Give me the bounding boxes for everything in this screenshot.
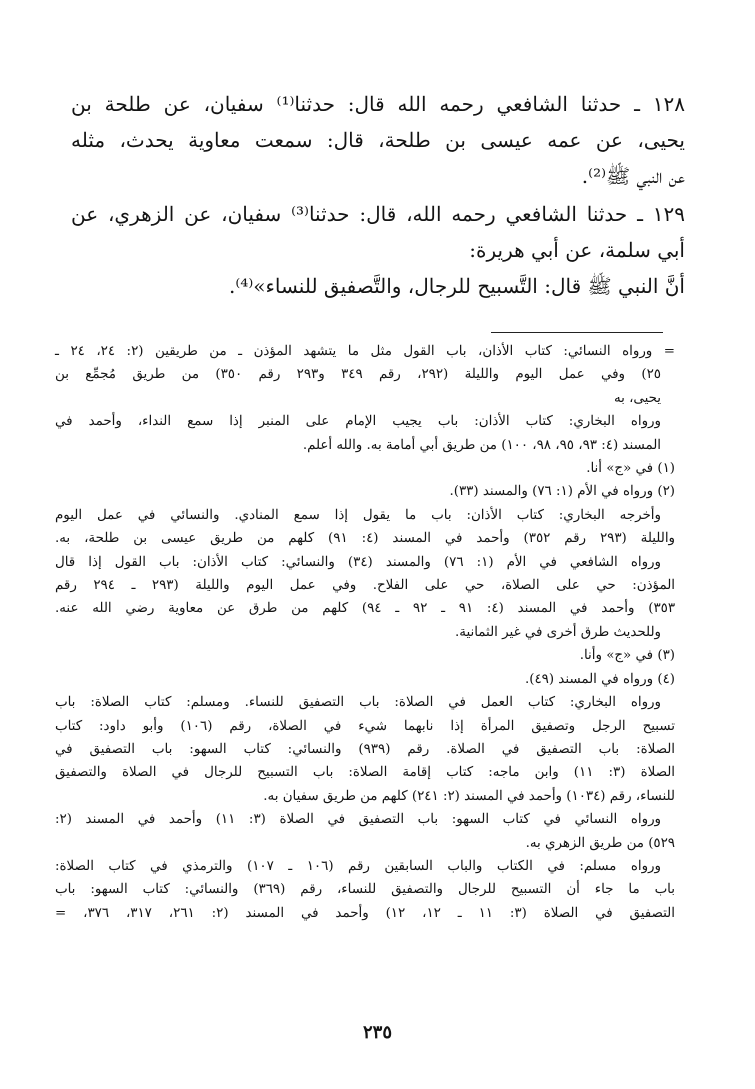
footnote-line: للنساء، رقم (١٠٣٤) وأحمد في المسند (٢: ٢٤١) كلهم من طريق سفيان به.	[263, 788, 675, 804]
footnote-line: باب ما جاء أن التسبيح للرجال والتصفيق للنساء، رقم (٣٦٩) والنسائي: كتاب السهو: باب	[55, 882, 675, 898]
footnote-line: (٣) في «ج» وأنا.	[579, 648, 675, 664]
footnote-line: (١) في «ج» أنا.	[586, 461, 675, 477]
footnote-line: = ورواه النسائي: كتاب الأذان، باب القول مثل ما يتشهد المؤذن ـ من طريقين (٢: ٢٤، ٢٤ ـ	[55, 344, 675, 359]
page-number: ٢٣٥	[362, 1022, 392, 1043]
footnote-line: ٣٥٣) وأحمد في المسند (٤: ٩١ ـ ٩٢ ـ ٩٤) كلهم من طرق عن معاوية رضي الله عنه.	[55, 601, 676, 617]
footnote-line: ورواه البخاري: كتاب العمل في الصلاة: باب التصفيق للنساء. ومسلم: كتاب الصلاة: باب	[55, 695, 661, 711]
footnote-line: تسبيح الرجل وتصفيق المرأة إذا نابهما شيء في الصلاة، رقم (١٠٦) وأبو داود: كتاب	[55, 718, 675, 734]
hadith-129-line-3: أنَّ النبي ﷺ قال: التَّسبيح للرجال، والتَّصفيق للنساء»⁽⁴⁾.	[229, 274, 685, 298]
footnote-line: ٥٢٩) من طريق الزهري به.	[525, 835, 675, 851]
footnote-line: ورواه النسائي في كتاب السهو: باب التصفيق في الصلاة (٣: ١١) وأحمد في المسند (٢:	[55, 812, 661, 828]
footnote-line: المسند (٤: ٩٣، ٩٥، ٩٨، ١٠٠) من طريق أبي أمامة به. والله أعلم.	[302, 437, 661, 453]
footnote-line: التصفيق في الصلاة (٣: ١١ ـ ١٢، ١٢) وأحمد في المسند (٢: ٢٦١، ٣١٧، ٣٧٦، =	[55, 905, 675, 921]
hadith-128	[71, 86, 685, 194]
footnote-line: ورواه الشافعي في الأم (١: ٧٦) والمسند (٣٤) والنسائي: كتاب الأذان: باب القول إذا قال	[55, 554, 661, 570]
footnote-line: (٤) ورواه في المسند (٤٩).	[524, 671, 675, 687]
footnote-separator	[491, 332, 663, 333]
hadith-129	[71, 196, 685, 304]
footnote-line: ٢٥) وفي عمل اليوم والليلة (٢٩٢، رقم ٣٤٩ و٢٩٣ رقم ٣٥٠) من طريق مُجمِّع بن	[55, 367, 661, 383]
hadith-128-line-2: يحيى، عن عمه عيسى بن طلحة، قال: سمعت معاوية يحدث، مثله	[71, 128, 685, 152]
hadith-128-line-3: عن النبي ﷺ⁽²⁾.	[581, 164, 685, 188]
hadith-129-line-1: ١٢٩ ـ حدثنا الشافعي رحمه الله، قال: حدثنا⁽³⁾ سفيان، عن الزهري، عن	[71, 202, 686, 226]
footnote-line: وأخرجه البخاري: كتاب الأذان: باب ما يقول إذا سمع المنادي. والنسائي في عمل اليوم	[55, 507, 661, 523]
footnote-line: والليلة (٢٩٣ رقم ٣٥٢) وأحمد في المسند (٤: ٩١) كلهم من طريق عيسى بن طلحة، به.	[55, 531, 676, 547]
hadith-129-line-2: أبي سلمة، عن أبي هريرة:	[469, 238, 685, 262]
hadith-128-line-1: ١٢٨ ـ حدثنا الشافعي رحمه الله قال: حدثنا⁽¹⁾ سفيان، عن طلحة بن	[71, 92, 686, 116]
footnotes	[55, 340, 675, 925]
footnote-line: الصلاة (٣: ١١) وابن ماجه: كتاب إقامة الصلاة: باب التسبيح للرجال في الصلاة والتصفيق	[55, 765, 675, 781]
footnote-line: يحيى، به	[613, 390, 661, 406]
footnote-line: الصلاة: باب التصفيق في الصلاة. رقم (٩٣٩) والنسائي: كتاب السهو: باب التصفيق في	[55, 741, 675, 757]
footnote-line: المؤذن: حي على الصلاة، حي على الفلاح. وفي عمل اليوم والليلة (٢٩٣ ـ ٢٩٤ رقم	[55, 578, 675, 594]
footnote-line: ورواه مسلم: في الكتاب والباب السابقين رقم (١٠٦ ـ ١٠٧) والترمذي في كتاب الصلاة:	[55, 858, 661, 874]
footnote-line: ورواه البخاري: كتاب الأذان: باب يجيب الإمام على المنبر إذا سمع النداء، وأحمد في	[55, 414, 661, 430]
footnote-line: وللحديث طرق أخرى في غير الثمانية.	[455, 624, 661, 640]
footnote-line: (٢) ورواه في الأم (١: ٧٦) والمسند (٣٣).	[449, 484, 675, 500]
